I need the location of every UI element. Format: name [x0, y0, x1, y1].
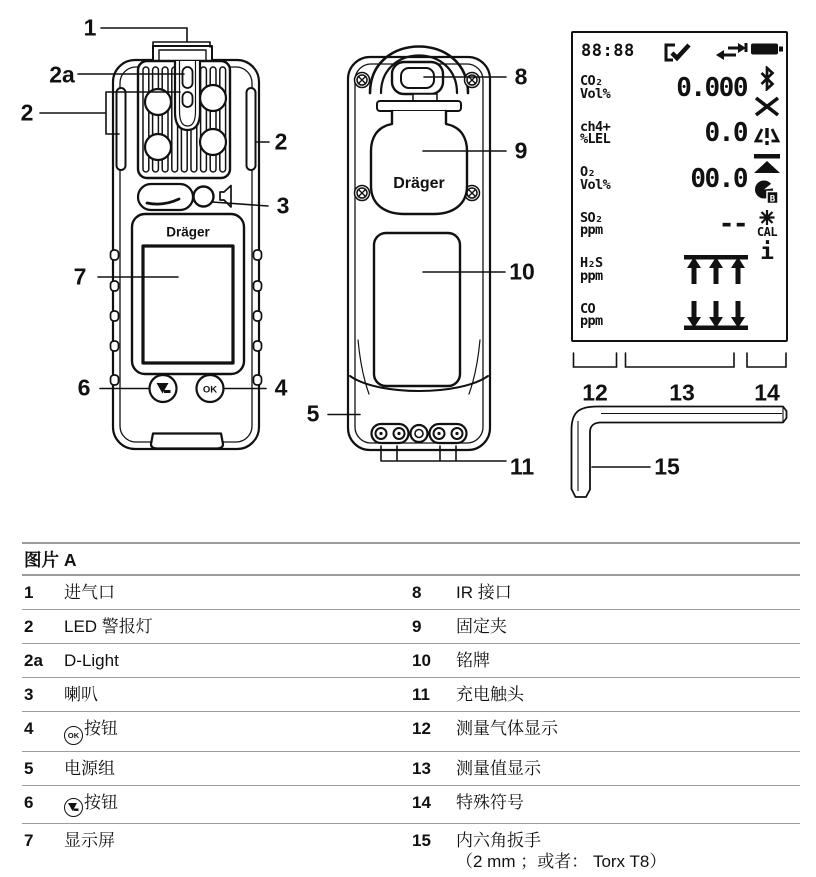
legend-row-6-14: [22, 786, 800, 824]
gas-unit: Vol%: [580, 176, 611, 193]
back-brand-logo: Dräger: [393, 175, 445, 192]
item-number: 9: [412, 617, 422, 636]
callout-7: 7: [73, 263, 87, 290]
lcd-symbol-column: [748, 33, 786, 340]
item-number: 8: [412, 583, 422, 602]
lcd-gas-row: [580, 156, 748, 202]
name-plate: [374, 233, 460, 386]
gas-value: 0.000: [676, 72, 747, 103]
overrange-arrows-icon: [684, 255, 748, 285]
peak-icon: [754, 153, 780, 173]
item-label: 进气口: [64, 583, 115, 602]
item-label-line2: （2 mm ；或者： Torx T8）: [456, 851, 667, 871]
item-number: 4: [24, 719, 34, 738]
lcd-gas-row: [580, 111, 748, 157]
item-number: 6: [24, 793, 34, 812]
gas-name: O₂: [580, 164, 596, 181]
item-label: 测量值显示: [456, 759, 541, 778]
gas-name: SO₂: [580, 209, 603, 226]
legend-row-2a-10: [22, 644, 800, 678]
ok-button-label: OK: [202, 384, 218, 396]
charging-contacts: [372, 424, 467, 443]
gas-unit: %LEL: [580, 131, 611, 148]
d-light-window: [183, 67, 193, 88]
callout-4: 4: [274, 374, 288, 401]
gas-name: H₂S: [580, 255, 603, 272]
callout-6: 6: [77, 374, 91, 401]
item-number: 2: [24, 617, 34, 636]
legend-row-3-11: [22, 678, 800, 712]
callout-2a: 2a: [49, 61, 75, 88]
led-window-right: [247, 88, 256, 170]
callout-2-right: 2: [274, 128, 288, 155]
ok-button-icon: OK: [64, 726, 83, 745]
gas-unit: ppm: [580, 267, 603, 284]
legend-row-4-12: [22, 712, 800, 752]
cal-label: CAL: [756, 225, 778, 239]
display-screen: [143, 246, 233, 363]
item-number: 7: [24, 830, 34, 850]
item-label: 按钮: [64, 792, 412, 817]
front-brand-logo: Dräger: [166, 224, 210, 240]
item-number: 10: [412, 651, 431, 670]
lcd-gas-row: [580, 65, 748, 111]
gas-unit: ppm: [580, 222, 603, 239]
item-label: 充电触头: [456, 685, 524, 704]
lcd-gas-row: [580, 293, 748, 339]
gas-value: --: [718, 209, 747, 240]
callout-8: 8: [514, 63, 528, 90]
legend-table: [22, 542, 800, 877]
bracket-12: [574, 353, 617, 367]
datalogger-icon: [755, 180, 780, 204]
back-device: [348, 47, 490, 451]
item-label: 铭牌: [456, 651, 490, 670]
item-number: 2a: [24, 651, 43, 670]
callout-5: 5: [306, 400, 320, 427]
legend-row-1-8: [22, 576, 800, 610]
item-label: 内六角扳手 （2 mm ；或者： Torx T8）: [456, 830, 800, 872]
lcd-display: [571, 31, 788, 342]
cal-icon: [759, 209, 776, 226]
led-window-left: [117, 88, 126, 170]
bracket-13: [626, 353, 735, 367]
item-number: 13: [412, 759, 431, 778]
legend-title: 图片 A: [22, 542, 800, 576]
callout-2-left: 2: [20, 99, 34, 126]
gas-inlet: [153, 46, 212, 62]
item-label: 电源组: [64, 759, 115, 778]
lcd-main-area: [573, 33, 748, 340]
callout-9: 9: [514, 137, 528, 164]
callout-12: 12: [582, 379, 608, 406]
lcd-gas-row: [580, 247, 748, 293]
legend-row-5-13: [22, 752, 800, 786]
item-number: 12: [412, 719, 431, 738]
gas-unit: Vol%: [580, 85, 611, 102]
bottom-tab: [151, 434, 223, 449]
underrange-arrows-icon: [684, 300, 748, 330]
item-number: 1: [24, 583, 34, 602]
battery-icon: [751, 42, 784, 56]
lcd-gas-row: [580, 202, 748, 248]
gas-value: 0.0: [704, 118, 747, 149]
item-number: 3: [24, 685, 34, 704]
down-button-icon: [64, 798, 83, 817]
item-label: OK 按钮: [64, 718, 412, 745]
datalogger-label: B: [769, 194, 776, 204]
pump-warning-icon: [754, 126, 780, 147]
data-transfer-icon: [716, 43, 748, 60]
gas-name: ch4+: [580, 118, 611, 135]
item-label: LED 警报灯: [64, 617, 153, 636]
item-label: 测量气体显示: [456, 719, 558, 738]
item-number: 5: [24, 759, 34, 778]
gas-name: CO₂: [580, 73, 603, 90]
legend-row-7-15: [22, 824, 800, 877]
bracket-14: [747, 353, 786, 367]
callout-1: 1: [83, 14, 97, 41]
item-label: IR 接口: [456, 583, 512, 602]
callout-13: 13: [669, 379, 695, 406]
callout-3: 3: [276, 192, 290, 219]
item-label: 喇叭: [64, 685, 98, 704]
center-led: [183, 92, 193, 107]
sensor-grille: [138, 61, 230, 178]
callout-15: 15: [654, 453, 680, 480]
gas-value: 00.0: [690, 163, 747, 194]
callout-10: 10: [509, 258, 535, 285]
item-number: 14: [412, 793, 431, 812]
sensor-check-icon: [664, 43, 692, 63]
item-label: 固定夹: [456, 617, 507, 636]
x-icon: [754, 96, 780, 117]
item-label: D-Light: [64, 651, 119, 670]
callout-11: 11: [509, 453, 535, 480]
callout-14: 14: [754, 379, 780, 406]
item-number: 15: [412, 830, 431, 850]
lcd-time: 88:88: [581, 41, 635, 61]
bluetooth-icon: [759, 66, 776, 91]
item-label: 显示屏: [64, 830, 115, 850]
item-label: 特殊符号: [456, 793, 524, 812]
legend-row-2-9: [22, 610, 800, 644]
allen-wrench: [572, 407, 787, 498]
gas-unit: ppm: [580, 313, 603, 330]
gas-name: CO: [580, 300, 596, 317]
item-number: 11: [412, 685, 430, 704]
lcd-status-row: [580, 36, 748, 65]
info-icon: i: [760, 239, 774, 265]
